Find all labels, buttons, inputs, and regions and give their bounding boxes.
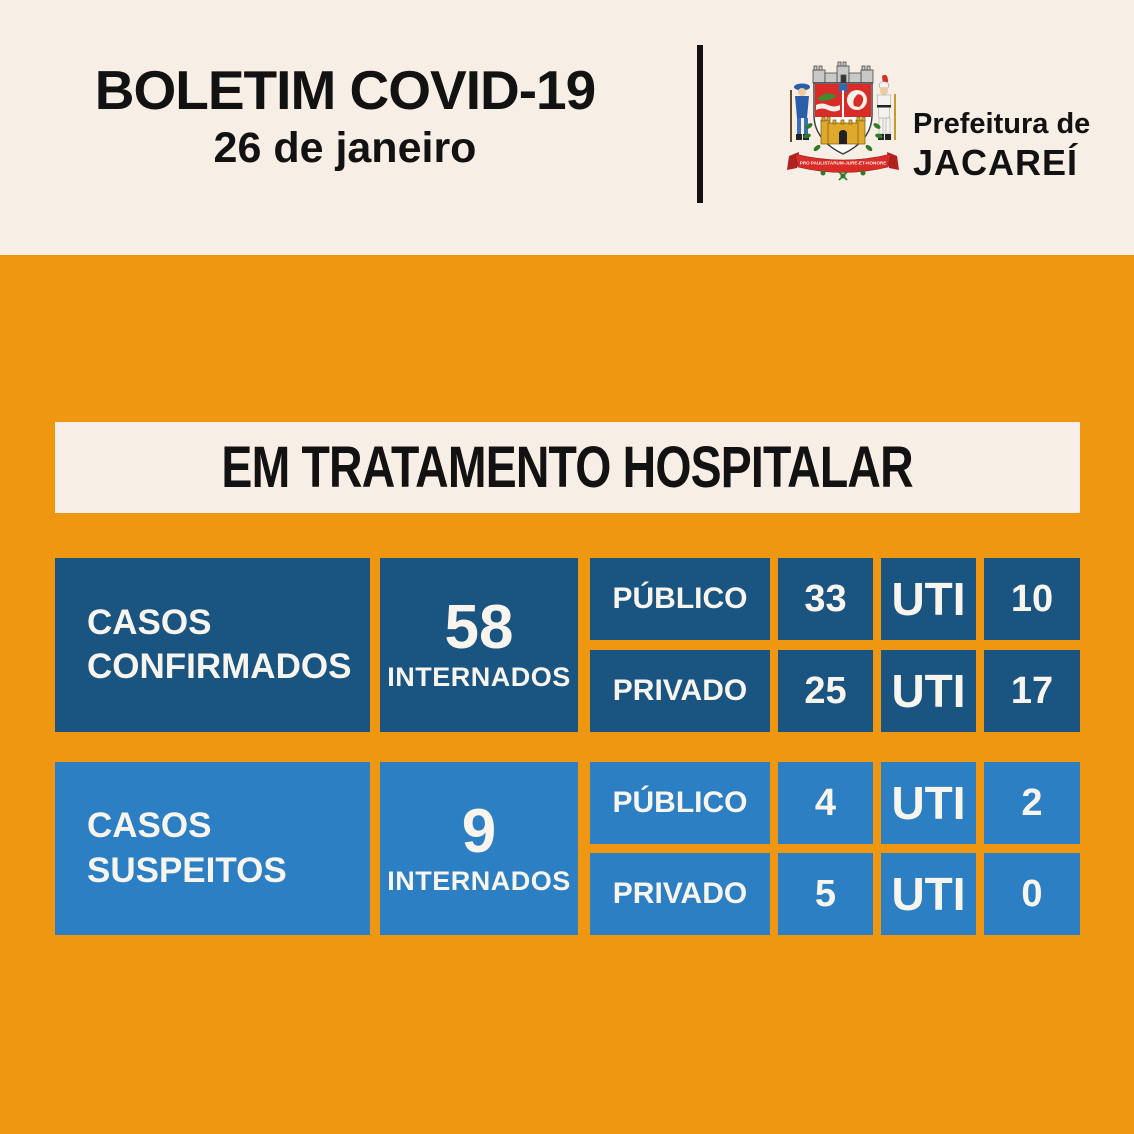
section-banner-title: EM TRATAMENTO HOSPITALAR: [221, 435, 914, 500]
header: [0, 0, 1134, 255]
crest-right-figure: [877, 75, 895, 140]
header-divider: [697, 45, 703, 203]
org-name: [913, 108, 1090, 184]
suspected-public-label: PÚBLICO: [590, 762, 770, 844]
confirmed-public-label: PÚBLICO: [590, 558, 770, 640]
confirmed-cases-label-box: [55, 558, 370, 732]
confirmed-public-count: 33: [778, 558, 873, 640]
confirmed-private-count: 25: [778, 650, 873, 732]
city-logo: [783, 60, 1091, 190]
city-crest-icon: [783, 60, 903, 185]
confirmed-total-box: [380, 558, 578, 732]
crest-mural-crown: [813, 62, 873, 83]
bulletin-title: BOLETIM COVID-19: [94, 59, 596, 121]
confirmed-private-label: PRIVADO: [590, 650, 770, 732]
suspected-public-uti-count: 2: [984, 762, 1080, 844]
crest-shield: [814, 83, 872, 154]
confirmed-public-uti-label: UTI: [881, 558, 976, 640]
suspected-total-label: INTERNADOS: [387, 865, 571, 896]
confirmed-label-line2: CONFIRMADOS: [87, 647, 352, 686]
confirmed-public-uti-count: 10: [984, 558, 1080, 640]
suspected-private-uti-count: 0: [984, 853, 1080, 935]
suspected-public-uti-label: UTI: [881, 762, 976, 844]
org-name-line2: JACAREÍ: [913, 142, 1079, 183]
confirmed-private-uti-count: 17: [984, 650, 1080, 732]
suspected-private-label: PRIVADO: [590, 853, 770, 935]
suspected-total-box: [380, 762, 578, 935]
crest-left-figure: [791, 84, 810, 143]
crest-ribbon: [787, 152, 899, 180]
suspected-label-line2: SUSPEITOS: [87, 850, 287, 890]
suspected-private-uti-label: UTI: [881, 853, 976, 935]
crest-castle: [821, 117, 865, 144]
org-name-line1: Prefeitura de: [913, 108, 1091, 140]
bulletin-date: 26 de janeiro: [213, 123, 477, 172]
confirmed-total-value: 58: [444, 593, 514, 662]
suspected-total-value: 9: [461, 796, 497, 866]
suspected-public-count: 4: [778, 762, 873, 844]
confirmed-label-line1: CASOS: [87, 602, 212, 642]
suspected-cases-label-box: [55, 762, 370, 935]
section-banner: [55, 422, 1080, 513]
title-block: [50, 59, 640, 173]
confirmed-private-uti-label: UTI: [881, 650, 976, 732]
confirmed-total-label: INTERNADOS: [387, 662, 571, 692]
crest-motto-text: PRO PAULISTARUM-JURE-ET-HONORE: [799, 160, 887, 166]
suspected-label-line1: CASOS: [87, 806, 212, 846]
suspected-private-count: 5: [778, 853, 873, 935]
